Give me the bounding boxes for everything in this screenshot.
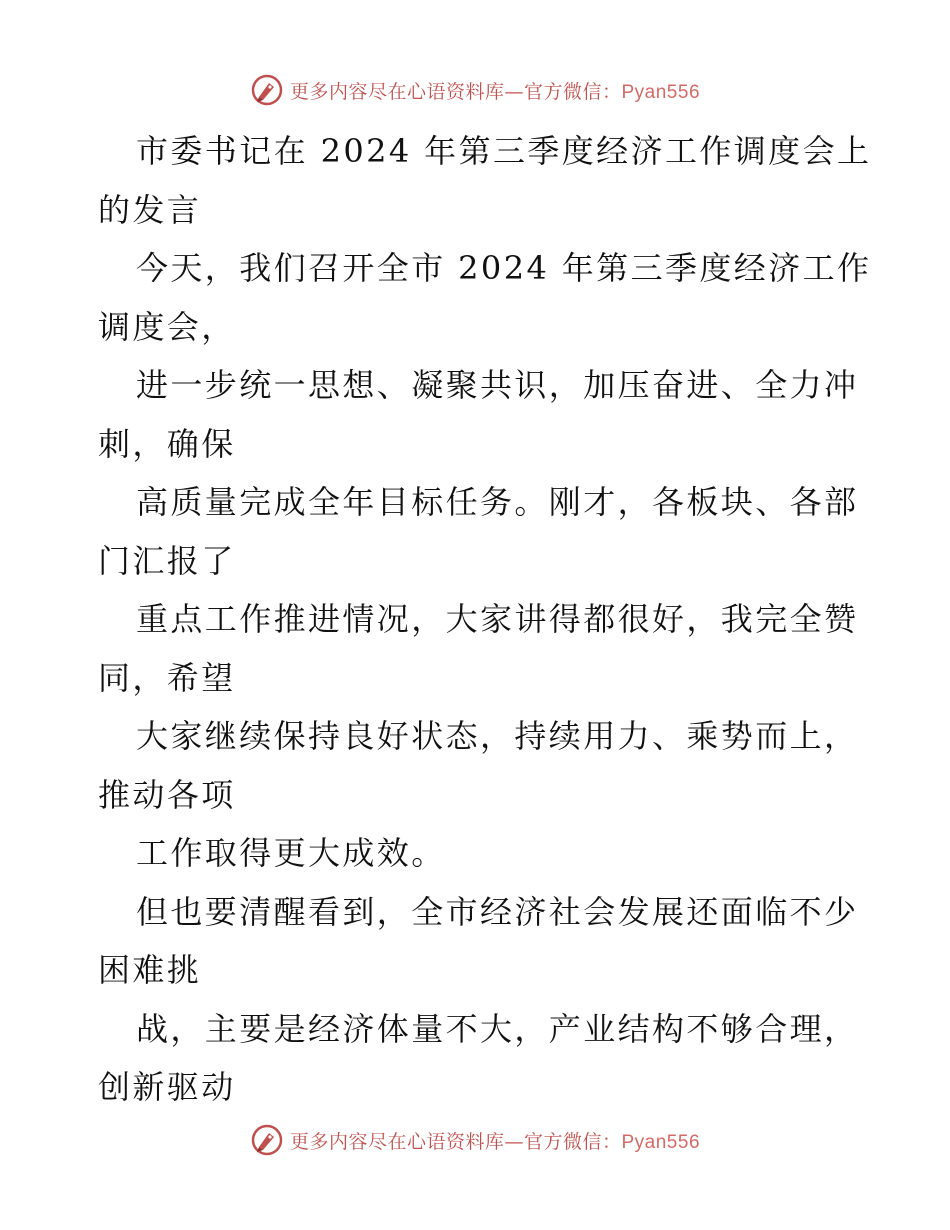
text-line: 同，希望 [98,658,236,697]
text-line: 重点工作推进情况，大家讲得都很好，我完全赞 [136,600,859,638]
banner-label: 更多内容尽在心语资料库—官方微信： [289,1130,622,1153]
banner-label: 更多内容尽在心语资料库—官方微信： [289,80,622,103]
text-line: 今天，我们召开全市 2024 年第三季度经济工作 [136,249,872,287]
wechat-id: Pyan556 [621,81,701,103]
text-line: 高质量完成全年目标任务。刚才，各板块、各部 [136,483,859,521]
banner-text [290,1127,700,1154]
text-line: 的发言 [98,190,202,229]
text-line: 但也要清醒看到，全市经济社会发展还面临不少 [136,892,859,931]
document-body [98,122,872,1117]
text-line: 市委书记在 2024 年第三季度经济工作调度会上 [136,132,872,170]
footer-banner [0,1120,950,1160]
pen-nib-logo-icon [250,73,284,107]
pen-nib-logo-icon [250,1123,284,1157]
header-banner [0,70,950,110]
wechat-id: Pyan556 [621,1131,701,1153]
text-line: 大家继续保持良好状态，持续用力、乘势而上， [136,717,859,755]
banner-text [290,77,700,104]
text-line: 门汇报了 [98,541,236,580]
text-line: 工作取得更大成效。 [136,834,446,872]
text-line: 进一步统一思想、凝聚共识，加压奋进、全力冲 [136,366,859,404]
text-line: 调度会， [98,307,236,346]
text-line: 推动各项 [98,775,236,814]
text-line: 创新驱动 [98,1068,236,1106]
text-line: 战，主要是经济体量不大，产业结构不够合理， [136,1009,859,1048]
text-line: 刺，确保 [98,424,236,463]
text-line: 困难挑 [98,951,202,989]
